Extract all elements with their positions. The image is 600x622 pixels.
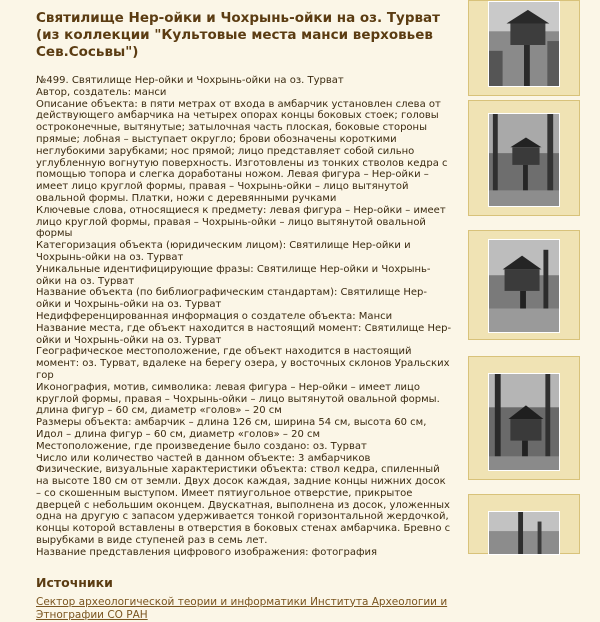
object-description (36, 75, 452, 559)
description-line: Автор, создатель: манси (36, 86, 167, 98)
gallery-thumb[interactable] (468, 494, 580, 554)
description-line: Название представления цифрового изображения: фотография (36, 546, 378, 558)
description-line: Местоположение, где произведение было создано: оз. Турват (36, 440, 367, 452)
description-line: Число или количество частей в данном объекте: 3 амбарчиков (36, 452, 371, 464)
source-link[interactable]: Сектор археологической теории и информатики Института Археологии и Этнографии СО РАН (36, 595, 448, 621)
gallery-thumb[interactable] (468, 356, 580, 480)
description-line: Описание объекта: в пяти метрах от входа в амбарчик установлен слева от действующего амбарчика на четырех опорах концы боковых стоек; головы остроконечные, вытянутые; затылочная часть плоская, боковые стороны прямые; лобная – выступает округло; брови обозначены короткими неглубокими зарубками; нос прямой; лицо представляет собой сильно углубленную вогнутую поверхность. Изготовлены из тонких стволов кедра с помощью топора и слегка доработаны ножом. Левая фигура – Нер-ойки – имеет лицо круглой формы, правая – Чохрынь-ойки – лицо вытянутой овальной формы. Платки, ножи с деревянными ручками (36, 98, 448, 204)
description-line: Ключевые слова, относящиеся к предмету: левая фигура – Нер-ойки – имеет лицо круглой формы, правая – Чохрынь-ойки – лицо вытянутой овальной формы (36, 204, 446, 240)
description-line: Размеры объекта: амбарчик – длина 126 см, ширина 54 см, высота 60 см, Идол – длина фигур – 60 см, диаметр «голов» – 20 см (36, 417, 427, 440)
gallery-thumb[interactable] (468, 230, 580, 340)
sources-heading: Источники (36, 574, 113, 590)
description-line: Недифференцированная информация о создателе объекта: Манси (36, 310, 393, 322)
page-title: Святилище Нер-ойки и Чохрынь-ойки на оз. Турват (из коллекции "Культовые места манси верховьев Сев.Сосьвы") (36, 10, 440, 60)
photo-storehouse-2[interactable] (488, 113, 560, 207)
gallery-thumb[interactable] (468, 100, 580, 216)
photo-storehouse-5[interactable] (488, 511, 560, 555)
description-line: №499. Святилище Нер-ойки и Чохрынь-ойки на оз. Турват (36, 75, 344, 86)
description-line: Название места, где объект находится в настоящий момент: Святилище Нер-ойки и Чохрынь-ойки на оз. Турват (36, 322, 452, 346)
main-content (36, 10, 452, 622)
description-line: Физические, визуальные характеристики объекта: ствол кедра, спиленный на высоте 180 см от земли. Двух досок каждая, задние концы нижних досок – со скошенным выступом. Имеет пятиугольное отверстие, прикрытое дверцей с небольшим оконцем. Двускатная, выполнена из досок, уложенных одна на другую с запасом удерживается тонкой горизонтальной жердочкой, концы которой вставлены в отверстия в боковых стенах амбарчика. Бревно с вырубками в виде ступеней раз в семь лет. (36, 464, 451, 547)
description-line: Уникальные идентифицирующие фразы: Святилище Нер-ойки и Чохрынь-ойки на оз. Турват (36, 263, 431, 287)
description-line: Иконография, мотив, символика: левая фигура – Нер-ойки – имеет лицо круглой формы, правая – Чохрынь-ойки – лицо вытянутой овальной формы. длина фигур – 60 см, диаметр «голов» – 20 см (36, 381, 440, 417)
photo-storehouse-1[interactable] (488, 1, 560, 87)
description-line: Название объекта (по библиографическим стандартам): Святилище Нер-ойки и Чохрынь-ойки на оз. Турват (36, 287, 428, 311)
gallery-thumb[interactable] (468, 0, 580, 96)
description-line: Категоризация объекта (юридическим лицом): Святилище Нер-ойки и Чохрынь-ойки на оз. Турват (36, 240, 411, 263)
description-line: Географическое местоположение, где объект находится в настоящий момент: оз. Турват, вдалеке на берегу озера, у восточных склонов Уральских гор (36, 346, 450, 381)
photo-storehouse-3[interactable] (488, 239, 560, 333)
photo-storehouse-4[interactable] (488, 373, 560, 471)
